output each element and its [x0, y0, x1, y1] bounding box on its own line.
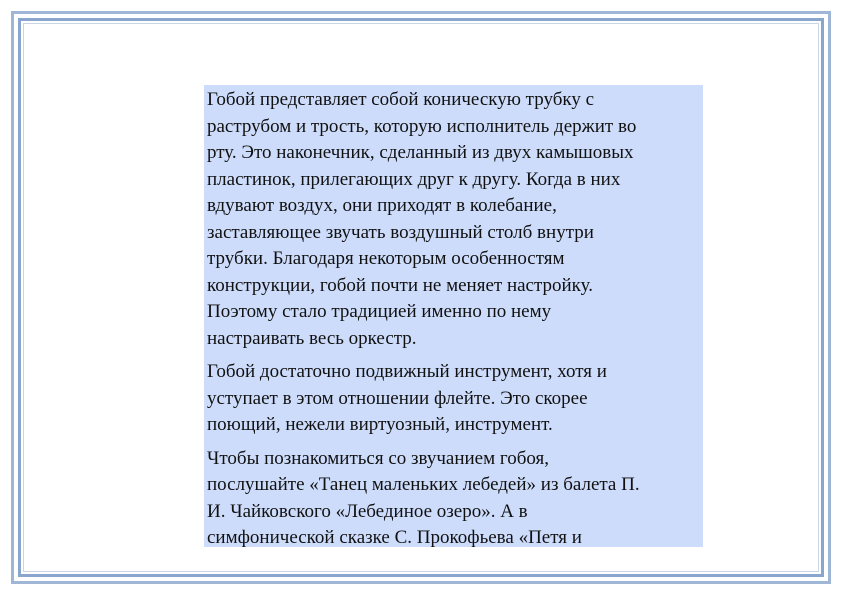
text-line: послушайте «Танец маленьких лебедей» из балета П.: [207, 474, 640, 495]
paragraph-2: [207, 359, 703, 439]
text-line: настраивать весь оркестр.: [207, 327, 417, 349]
text-line: вдувают воздух, они приходят в колебание,: [207, 195, 557, 216]
paragraph-1: [207, 87, 703, 352]
text-line: поющий, нежели виртуозный, инструмент.: [207, 414, 553, 435]
text-line: пластинок, прилегающих друг к другу. Когда в них: [207, 168, 621, 190]
text-line: Гобой представляет собой коническую трубку с: [207, 89, 595, 110]
text-line: уступает в этом отношении флейте. Это скорее: [207, 387, 588, 409]
text-line: Чтобы познакомиться со звучанием гобоя,: [207, 447, 549, 469]
text-line: трубки. Благодаря некоторым особенностям: [207, 248, 565, 269]
text-line: раструбом и трость, которую исполнитель держит во: [207, 115, 637, 137]
text-line: заставляющее звучать воздушный столб внутри: [207, 221, 594, 243]
text-line: И. Чайковского «Лебединое озеро». А в: [207, 500, 528, 522]
text-line: симфонической сказке С. Прокофьева «Петя и: [207, 527, 582, 547]
text-line: рту. Это наконечник, сделанный из двух камышовых: [207, 142, 634, 163]
text-line: Гобой достаточно подвижный инструмент, хотя и: [207, 361, 607, 382]
text-line: Поэтому стало традицией именно по нему: [207, 301, 552, 322]
paragraph-3: [207, 446, 703, 548]
text-line: конструкции, гобой почти не меняет настройку.: [207, 274, 593, 296]
text-box: [204, 85, 703, 547]
